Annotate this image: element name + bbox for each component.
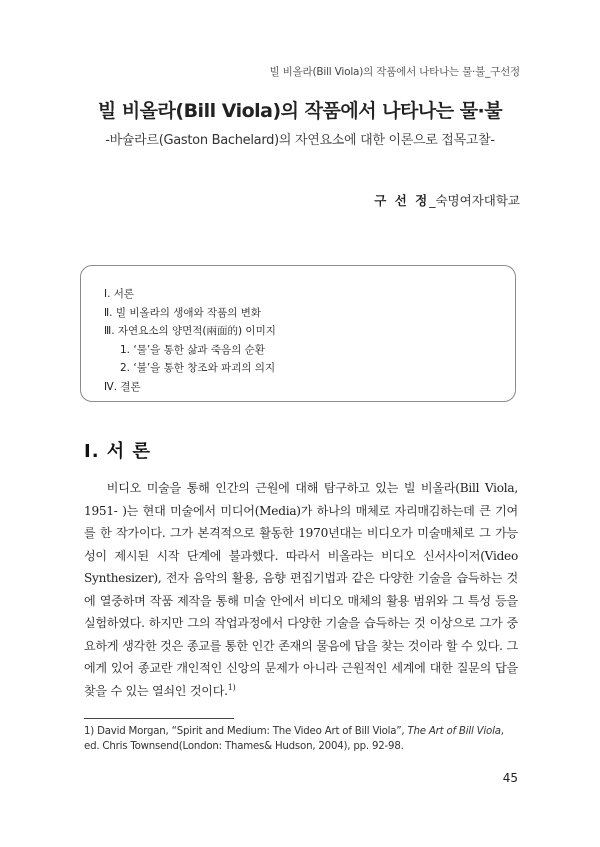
footnote-divider <box>84 718 234 719</box>
section-heading: Ⅰ. 서 론 <box>84 441 151 462</box>
paper-subtitle: -바슐라르(Gaston Bachelard)의 자연요소에 대한 이론으로 접목고찰- <box>105 133 495 148</box>
running-header: 빌 비올라(Bill Viola)의 작품에서 나타나는 물·불_구선정 <box>269 66 520 78</box>
toc-subitem: 2. ‘불’을 통한 창조와 파괴의 의지 <box>120 362 276 375</box>
footnote <box>84 724 518 754</box>
body-paragraph-text: 비디오 미술을 통해 인간의 근원에 대해 탐구하고 있는 빌 비올라(Bill Viola, 1951- )는 현대 미술에서 미디어(Media)가 하나의 매체로 자리매김하는데 큰 기여를 한 작가이다. 그가 본격적으로 활동한 1970년대는 비디오가 미술매체로 그 가능성이 제시된 시작 단계에 불과했다. 따라서 비올라는 비디오 신서사이저(Video Synthesizer), 전자 음악의 활용, 음향 편집기법과 같은 다양한 기술을 습득하는 것에 열중하며 작품 제작을 통해 미술 안에서 비디오 매체의 활용 범위와 그 특성 등을 실험하였다. 하지만 그의 작업과정에서 다양한 기술을 습득하는 것 이상으로 그가 중요하게 생각한 것은 종교를 통한 인간 존재의 물음에 답을 찾는 것이라 할 수 있다. 그에게 있어 종교란 개인적인 신앙의 문제가 아니라 근원적인 세계에 대한 질문의 답을 찾을 수 있는 열쇠인 것이다. <box>84 481 518 698</box>
toc-item: Ⅳ. 결론 <box>104 380 141 393</box>
toc-item: Ⅱ. 빌 비올라의 생애와 작품의 변화 <box>104 306 262 319</box>
toc-subitem: 1. ‘물’을 통한 삶과 죽음의 순환 <box>120 343 265 356</box>
toc-item: Ⅲ. 자연요소의 양면적(兩面的) 이미지 <box>104 325 276 338</box>
author-name: 구 선 정 <box>374 193 430 208</box>
author-line <box>374 191 520 209</box>
footnote-book-title: The Art of Bill Viola <box>407 726 501 737</box>
page-number: 45 <box>502 771 518 785</box>
footnote-rest: , ed. Chris Townsend(London: Thames& Hudson, 2004), pp. 92-98. <box>84 726 504 752</box>
table-of-contents <box>80 265 516 402</box>
author-affiliation: _숙명여자대학교 <box>429 193 520 208</box>
footnote-marker: 1) <box>227 682 236 692</box>
footnote-lead: 1) David Morgan, “Spirit and Medium: The Video Art of Bill Viola”, <box>84 726 408 737</box>
body-paragraph <box>84 477 518 702</box>
paper-title: 빌 비올라(Bill Viola)의 작품에서 나타나는 물·불 <box>97 100 503 122</box>
toc-item: Ⅰ. 서론 <box>104 288 135 300</box>
